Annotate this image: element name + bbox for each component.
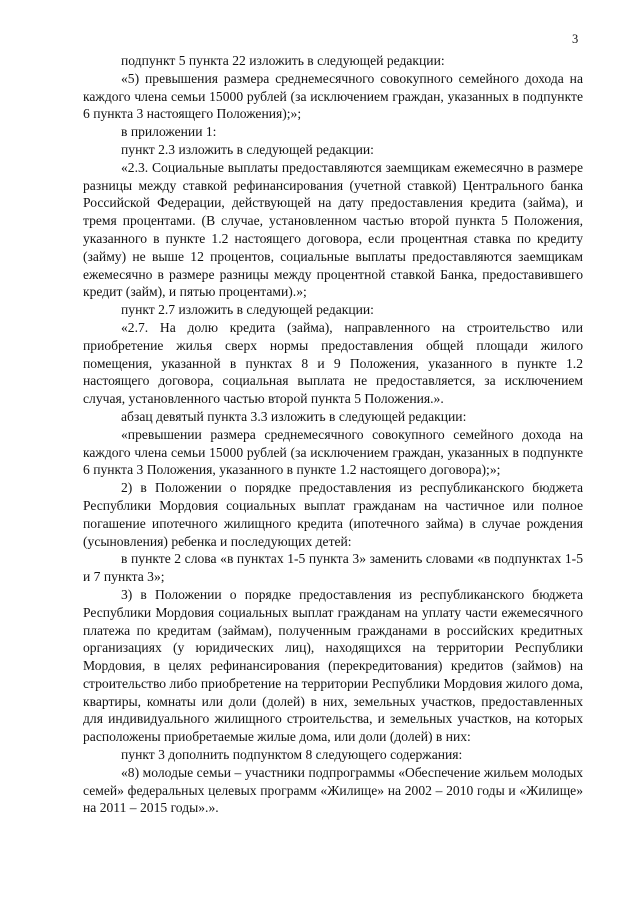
page-number: 3 — [572, 32, 579, 46]
paragraph: «2.7. На долю кредита (займа), направленного на строительство или приобретение жилья сверх нормы предоставления общей площади жилого помещения, указанной в пунктах 8 и 9 Положения, указанного в пункте 1.2 настоящего договора, социальная выплата не предоставляется, за исключением случая, установленного частью второй пункта 5 Положения.». — [83, 319, 583, 407]
paragraph: пункт 3 дополнить подпунктом 8 следующего содержания: — [121, 747, 463, 763]
paragraph: «5) превышения размера среднемесячного совокупного семейного дохода на каждого члена семьи 15000 рублей (за исключением граждан, указанных в подпункте 6 пункта 3 настоящего Положения);»; — [83, 70, 583, 122]
paragraph: 3) в Положении о порядке предоставления из республиканского бюджета Республики Мордовия социальных выплат гражданам на уплату части ежемесячного платежа по кредитам (займам), полученным гражданами в российских кредитных организациях (у юридических лиц), находящихся на территории Республики Мордовия, в целях рефинансирования (перекредитования) кредитов (займов) на строительство либо приобретение на территории Республики Мордовия жилого дома, квартиры, комнаты или доли (долей) в них, земельных участков, предоставленных для индивидуального жилищного строительства, и земельных участков, на которых расположены приобретаемые жилые дома, или доли (долей) в них: — [83, 586, 583, 745]
paragraph: в приложении 1: — [121, 124, 217, 140]
paragraph: подпункт 5 пункта 22 изложить в следующей редакции: — [121, 53, 445, 68]
document-body — [83, 52, 583, 817]
paragraph: «превышении размера среднемесячного совокупного семейного дохода на каждого члена семьи 15000 рублей (за исключением граждан, указанных в подпункте 6 пункта 3 Положения, указанного в пункте 1.2 настоящего договора);»; — [83, 426, 583, 478]
paragraph: пункт 2.3 изложить в следующей редакции: — [121, 141, 374, 157]
paragraph: пункт 2.7 изложить в следующей редакции: — [121, 302, 374, 318]
paragraph: «2.3. Социальные выплаты предоставляются заемщикам ежемесячно в размере разницы между ставкой рефинансирования (учетной ставкой) Центрального банка Российской Федерации, действующей на дату предоставления кредита (займа), и тремя процентами. (В случае, установленном частью второй пункта 5 Положения, указанного в пункте 1.2 настоящего договора, если процентная ставка по кредиту (займу) не выше 12 процентов, социальные выплаты предоставляются заемщикам ежемесячно в размере разницы между процентной ставкой Банка, предоставившего кредит (займ), и пятью процентами).»; — [83, 159, 583, 300]
paragraph: «8) молодые семьи – участники подпрограммы «Обеспечение жильем молодых семей» федеральных целевых программ «Жилище» на 2002 – 2010 годы и «Жилище» на 2011 – 2015 годы».». — [83, 764, 583, 816]
paragraph: абзац девятый пункта 3.3 изложить в следующей редакции: — [121, 408, 467, 424]
paragraph: в пункте 2 слова «в пунктах 1-5 пункта 3» заменить словами «в подпунктах 1-5 и 7 пункта 3»; — [83, 551, 583, 585]
paragraph: 2) в Положении о порядке предоставления из республиканского бюджета Республики Мордовия социальных выплат гражданам на частичное или полное погашение ипотечного жилищного кредита (ипотечного займа) в случае рождения (усыновления) ребенка и последующих детей: — [83, 480, 583, 549]
